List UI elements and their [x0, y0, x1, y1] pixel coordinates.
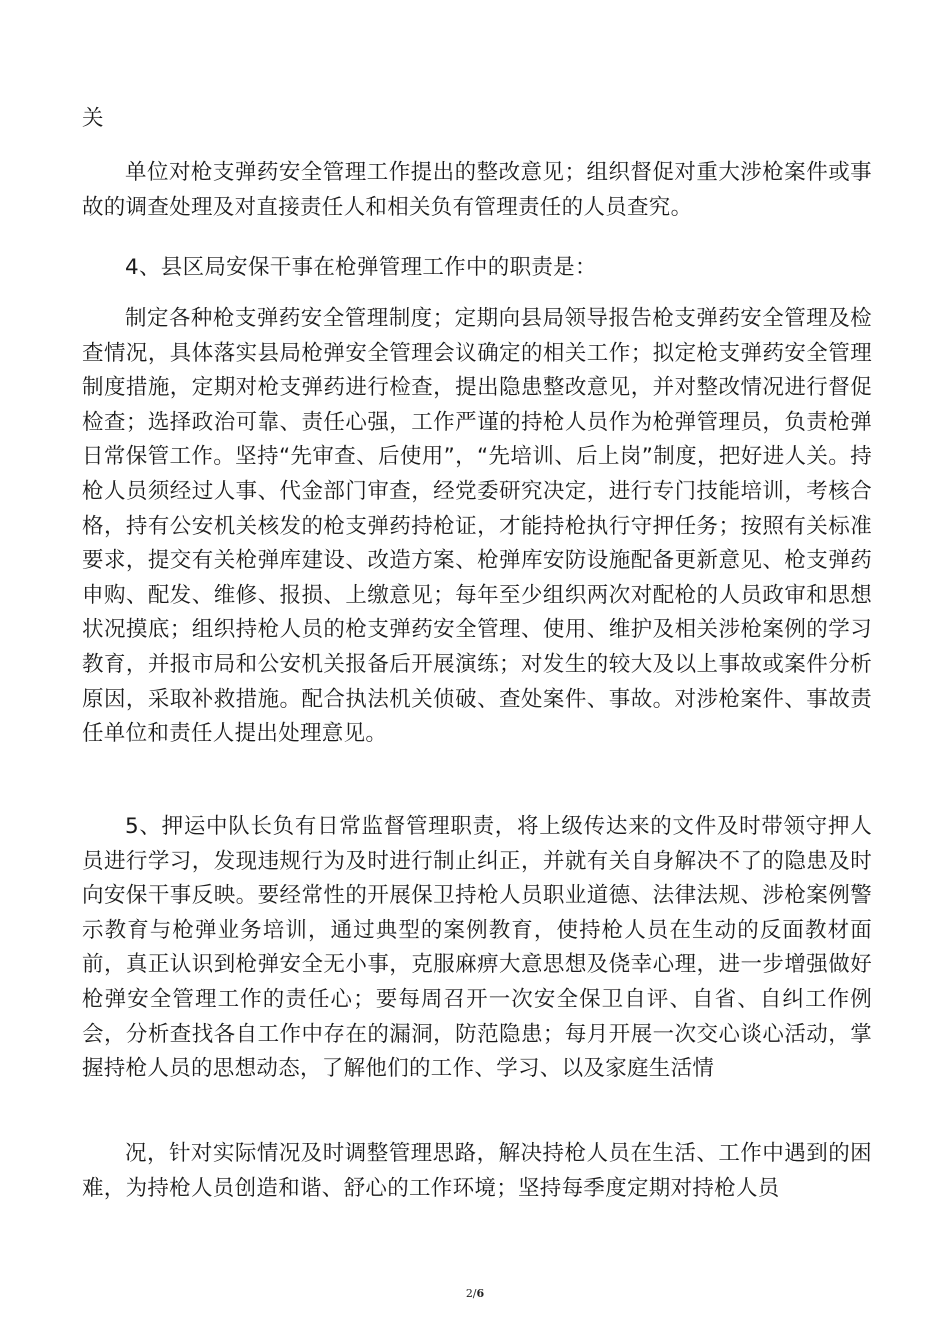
paragraph: 况，针对实际情况及时调整管理思路，解决持枪人员在生活、工作中遇到的困难，为持枪人员创造和谐、舒心的工作环境；坚持每季度定期对持枪人员 [82, 1141, 872, 1201]
page-total: 6 [476, 1287, 485, 1300]
paragraph: 5、押运中队长负有日常监督管理职责，将上级传达来的文件及时带领守押人员进行学习，发现违规行为及时进行制止纠正，并就有关自身解决不了的隐患及时向安保干事反映。要经常性的开展保卫持枪人员职业道德、法律法规、涉枪案例警示教育与枪弹业务培训，通过典型的案例教育，使持枪人员在生动的反面教材面前，真正认识到枪弹安全无小事，克服麻痹大意思想及侥幸心理，进一步增强做好枪弹安全管理工作的责任心；要每周召开一次安全保卫自评、自省、自纠工作例会，分析查找各自工作中存在的漏洞，防范隐患；每月开展一次交心谈心活动，掌握持枪人员的思想动态，了解他们的工作、学习、以及家庭生活情 [82, 814, 872, 1082]
paragraph: 单位对枪支弹药安全管理工作提出的整改意见；组织督促对重大涉枪案件或事故的调查处理及对直接责任人和相关负有管理责任的人员查究。 [82, 160, 872, 220]
page-number [0, 1287, 950, 1300]
paragraph: 制定各种枪支弹药安全管理制度；定期向县局领导报告枪支弹药安全管理及检查情况，具体落实县局枪弹安全管理会议确定的相关工作；拟定枪支弹药安全管理制度措施，定期对枪支弹药进行检查，提出隐患整改意见，并对整改情况进行督促检查；选择政治可靠、责任心强，工作严谨的持枪人员作为枪弹管理员，负责枪弹日常保管工作。坚持“先审查、后使用”，“先培训、后上岗”制度，把好进人关。持枪人员须经过人事、代金部门审查，经党委研究决定，进行专门技能培训，考核合格，持有公安机关核发的枪支弹药持枪证，才能持枪执行守押任务；按照有关标准要求，提交有关枪弹库建设、改造方案、枪弹库安防设施配备更新意见、枪支弹药申购、配发、维修、报损、上缴意见；每年至少组织两次对配枪的人员政审和思想状况摸底；组织持枪人员的枪支弹药安全管理、使用、维护及相关涉枪案例的学习教育，并报市局和公安机关报备后开展演练；对发生的较大及以上事故或案件分析原因，采取补救措施。配合执法机关侦破、查处案件、事故。对涉枪案件、事故责任单位和责任人提出处理意见。 [82, 306, 872, 747]
page-current: 2/ [465, 1287, 477, 1300]
section-heading: 4、县区局安保干事在枪弹管理工作中的职责是： [125, 255, 597, 280]
paragraph-fragment: 关 [82, 106, 104, 131]
